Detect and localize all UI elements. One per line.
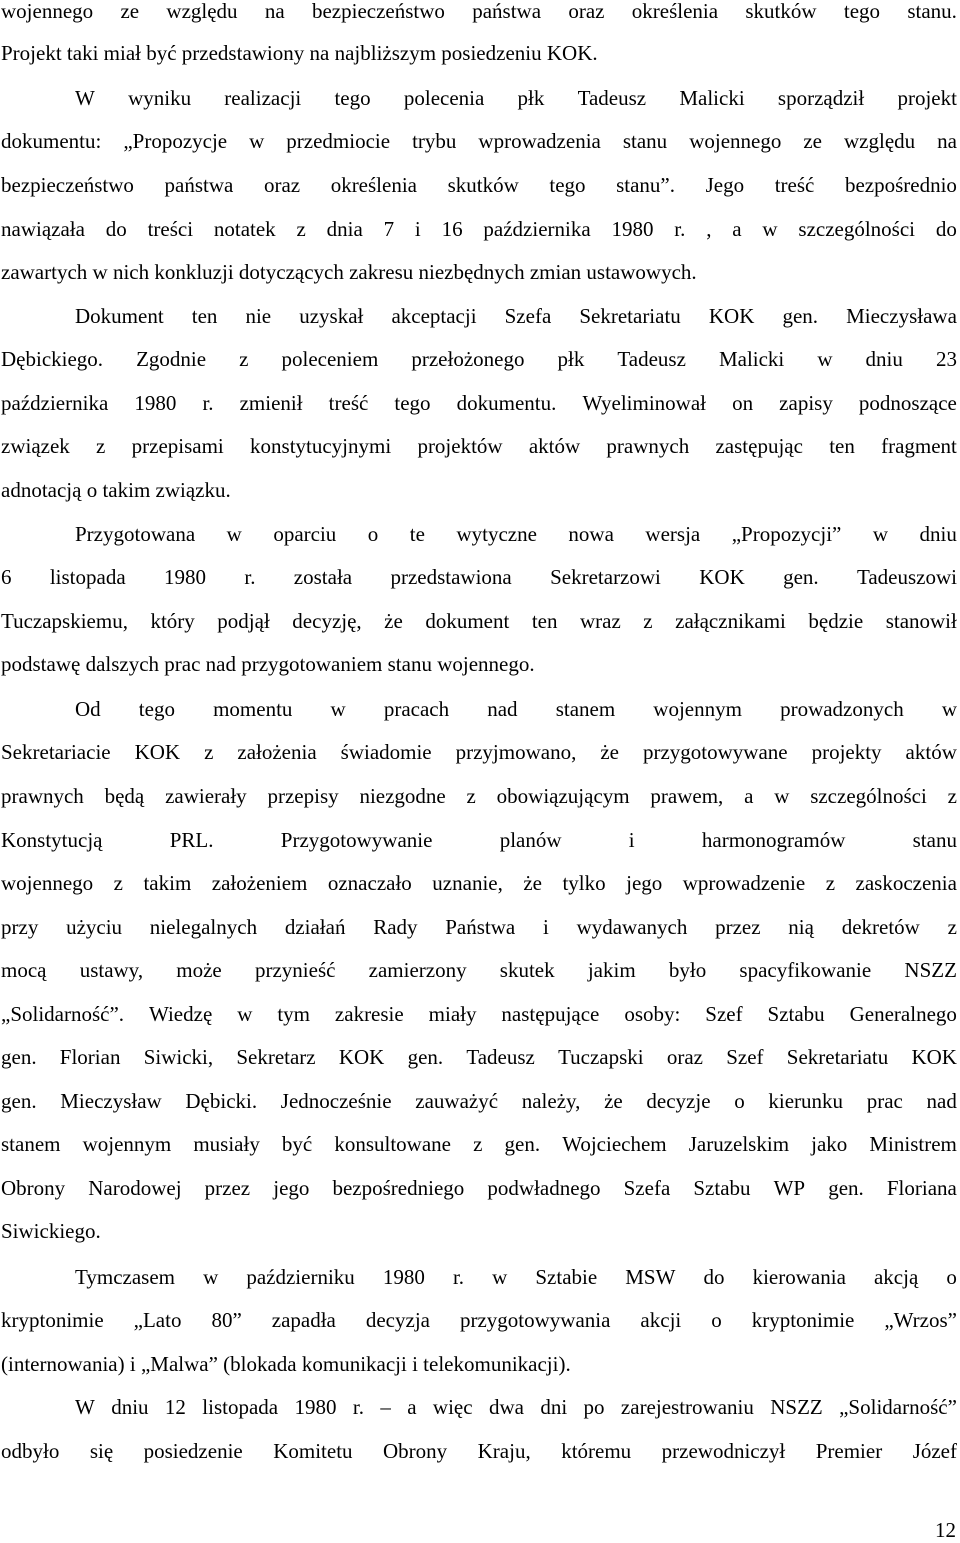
text-line: W wyniku realizacji tego polecenia płk Tadeusz Malicki sporządził projekt: [75, 86, 957, 110]
text-line: Siwickiego.: [1, 1219, 101, 1243]
text-line: Tymczasem w październiku 1980 r. w Sztabie MSW do kierowania akcją o: [75, 1265, 957, 1289]
text-line: Konstytucją PRL. Przygotowywanie planów i harmonogramów stanu: [1, 828, 957, 852]
text-line: bezpieczeństwo państwa oraz określenia skutków tego stanu”. Jego treść bezpośrednio: [1, 173, 957, 197]
text-line: związek z przepisami konstytucyjnymi projektów aktów prawnych zastępując ten fragment: [1, 434, 957, 458]
page-number: 12: [935, 1518, 956, 1542]
text-line: Tuczapskiemu, który podjął decyzję, że dokument ten wraz z załącznikami będzie stanowił: [1, 609, 957, 633]
text-line: odbyło się posiedzenie Komitetu Obrony Kraju, któremu przewodniczył Premier Józef: [1, 1439, 957, 1463]
text-line: Dokument ten nie uzyskał akceptacji Szefa Sekretariatu KOK gen. Mieczysława: [75, 304, 957, 328]
text-line: gen. Florian Siwicki, Sekretarz KOK gen. Tadeusz Tuczapski oraz Szef Sekretariatu KOK: [1, 1045, 957, 1069]
text-line: kryptonimie „Lato 80” zapadła decyzja przygotowywania akcji o kryptonimie „Wrzos”: [1, 1308, 957, 1332]
text-line: Sekretariacie KOK z założenia świadomie przyjmowano, że przygotowywane projekty aktów: [1, 740, 957, 764]
text-line: adnotacją o takim związku.: [1, 478, 231, 502]
text-line: podstawę dalszych prac nad przygotowaniem stanu wojennego.: [1, 652, 535, 676]
text-line: W dniu 12 listopada 1980 r. – a więc dwa dni po zarejestrowaniu NSZZ „Solidarność”: [75, 1395, 957, 1419]
text-line: dokumentu: „Propozycje w przedmiocie trybu wprowadzenia stanu wojennego ze względu na: [1, 129, 957, 153]
text-line: Obrony Narodowej przez jego bezpośredniego podwładnego Szefa Sztabu WP gen. Floriana: [1, 1176, 957, 1200]
text-line: października 1980 r. zmienił treść tego dokumentu. Wyeliminował on zapisy podnoszące: [1, 391, 957, 415]
text-line: Od tego momentu w pracach nad stanem wojennym prowadzonych w: [75, 697, 957, 721]
text-line: prawnych będą zawierały przepisy niezgodne z obowiązującym prawem, a w szczególności z: [1, 784, 957, 808]
text-line: (internowania) i „Malwa” (blokada komunikacji i telekomunikacji).: [1, 1352, 571, 1376]
text-line: wojennego z takim założeniem oznaczało uznanie, że tylko jego wprowadzenie z zaskoczenia: [1, 871, 957, 895]
text-line: przy użyciu nielegalnych działań Rady Państwa i wydawanych przez nią dekretów z: [1, 915, 957, 939]
text-line: „Solidarność”. Wiedzę w tym zakresie miały następujące osoby: Szef Sztabu Generalnego: [1, 1002, 957, 1026]
text-line: Projekt taki miał być przedstawiony na najbliższym posiedzeniu KOK.: [1, 41, 598, 65]
text-line: stanem wojennym musiały być konsultowane z gen. Wojciechem Jaruzelskim jako Ministrem: [1, 1132, 957, 1156]
text-line: Dębickiego. Zgodnie z poleceniem przełożonego płk Tadeusz Malicki w dniu 23: [1, 347, 957, 371]
text-line: nawiązała do treści notatek z dnia 7 i 16 października 1980 r. , a w szczególności do: [1, 217, 957, 241]
text-line: Przygotowana w oparciu o te wytyczne nowa wersja „Propozycji” w dniu: [75, 522, 957, 546]
text-line: 6 listopada 1980 r. została przedstawiona Sekretarzowi KOK gen. Tadeuszowi: [1, 565, 957, 589]
text-line: zawartych w nich konkluzji dotyczących zakresu niezbędnych zmian ustawowych.: [1, 260, 697, 284]
text-line: mocą ustawy, może przynieść zamierzony skutek jakim było spacyfikowanie NSZZ: [1, 958, 957, 982]
text-line: gen. Mieczysław Dębicki. Jednocześnie zauważyć należy, że decyzje o kierunku prac nad: [1, 1089, 957, 1113]
text-line: wojennego ze względu na bezpieczeństwo państwa oraz określenia skutków tego stanu.: [1, 0, 957, 23]
